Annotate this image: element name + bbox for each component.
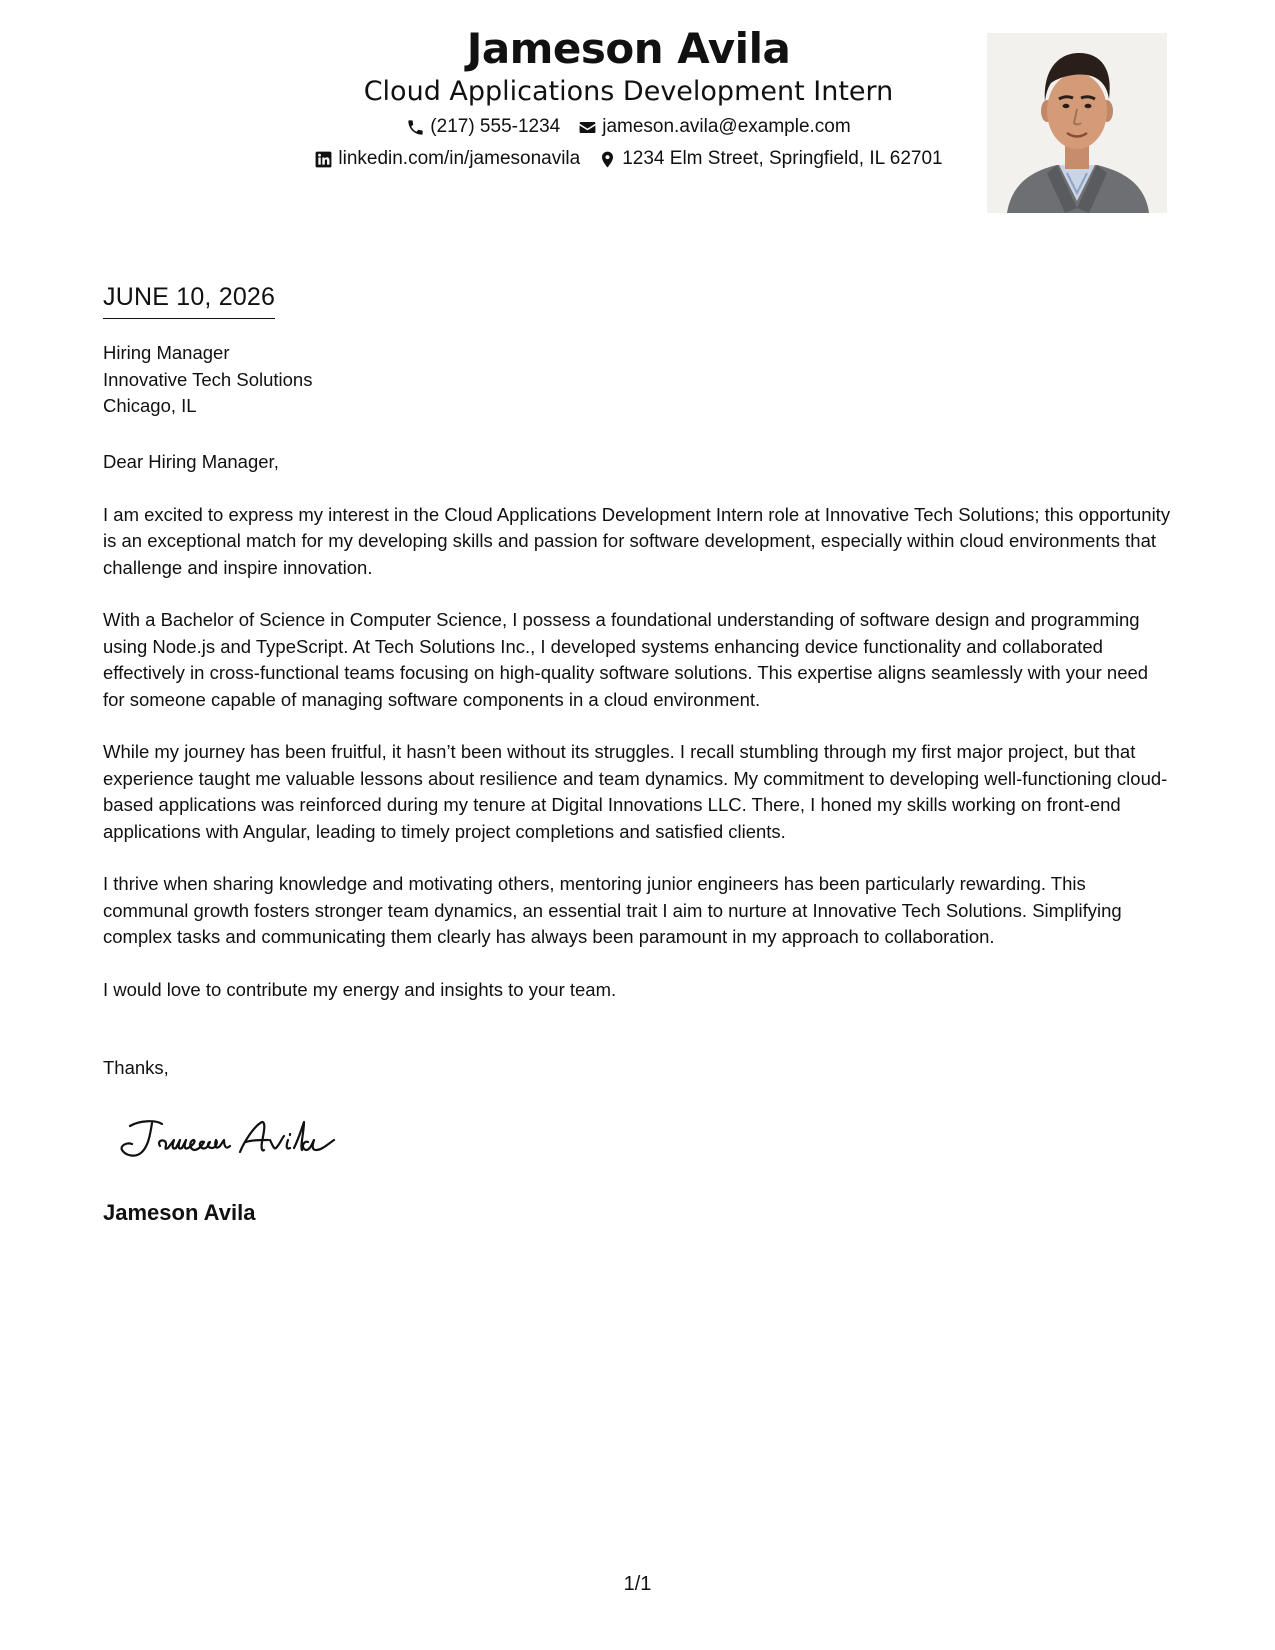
contact-linkedin bbox=[314, 146, 580, 172]
linkedin-icon bbox=[314, 150, 333, 169]
letter-date: JUNE 10, 2026 bbox=[103, 280, 275, 319]
contact-email bbox=[578, 114, 850, 140]
profile-photo bbox=[987, 33, 1167, 213]
phone-text: (217) 555-1234 bbox=[430, 116, 561, 137]
phone-icon bbox=[406, 118, 425, 137]
map-pin-icon bbox=[598, 150, 617, 169]
applicant-role: Cloud Applications Development Intern bbox=[363, 76, 894, 107]
paragraph: While my journey has been fruitful, it hasn’t been without its struggles. I recall stumbling through my first major project, but that experience taught me valuable lessons about resilience and team dynamics. My commitment to developing well-functioning cloud-based applications was reinforced during my tenure at Digital Innovations LLC. There, I honed my skills working on front-end applications with Angular, leading to timely project completions and satisfied clients. bbox=[103, 741, 1168, 842]
closing: Thanks, bbox=[103, 1057, 169, 1078]
paragraph: I am excited to express my interest in the Cloud Applications Development Intern role at Innovative Tech Solutions; this opportunity is an exceptional match for my developing skills and passion for software development, especially within cloud environments that challenge and inspire innovation. bbox=[103, 503, 1171, 578]
linkedin-text: linkedin.com/in/jamesonavila bbox=[338, 148, 581, 169]
contact-phone bbox=[406, 114, 560, 140]
page-number: 1/1 bbox=[623, 1573, 652, 1595]
recipient-block bbox=[103, 340, 312, 420]
recipient-company: Innovative Tech Solutions bbox=[103, 368, 313, 390]
applicant-name: Jameson Avila bbox=[466, 24, 791, 73]
contact-address bbox=[598, 146, 942, 172]
paragraph: I thrive when sharing knowledge and motivating others, mentoring junior engineers has been particularly rewarding. This communal growth fosters stronger team dynamics, an essential trait I aim to nurture at Innovative Tech Solutions. Simplifying complex tasks and communicating them clearly has always been paramount in my approach to collaboration. bbox=[103, 873, 1122, 947]
paragraph: With a Bachelor of Science in Computer Science, I possess a foundational understanding of software design and programming using Node.js and TypeScript. At Tech Solutions Inc., I developed systems enhancing device functionality and collaborated effectively in cross-functional teams focusing on high-quality software solutions. This expertise aligns seamlessly with your need for someone capable of managing software components in a cloud environment. bbox=[103, 609, 1149, 710]
handwritten-signature bbox=[112, 1112, 352, 1164]
email-text: jameson.avila@example.com bbox=[602, 116, 851, 137]
greeting: Dear Hiring Manager, bbox=[103, 451, 279, 472]
paragraph: I would love to contribute my energy and insights to your team. bbox=[103, 978, 617, 1000]
address-text: 1234 Elm Street, Springfield, IL 62701 bbox=[622, 148, 943, 169]
letter-body bbox=[103, 449, 1173, 1029]
signer-name: Jameson Avila bbox=[103, 1200, 256, 1225]
recipient-location: Chicago, IL bbox=[103, 395, 197, 416]
envelope-icon bbox=[578, 118, 597, 137]
recipient-title: Hiring Manager bbox=[103, 342, 230, 363]
